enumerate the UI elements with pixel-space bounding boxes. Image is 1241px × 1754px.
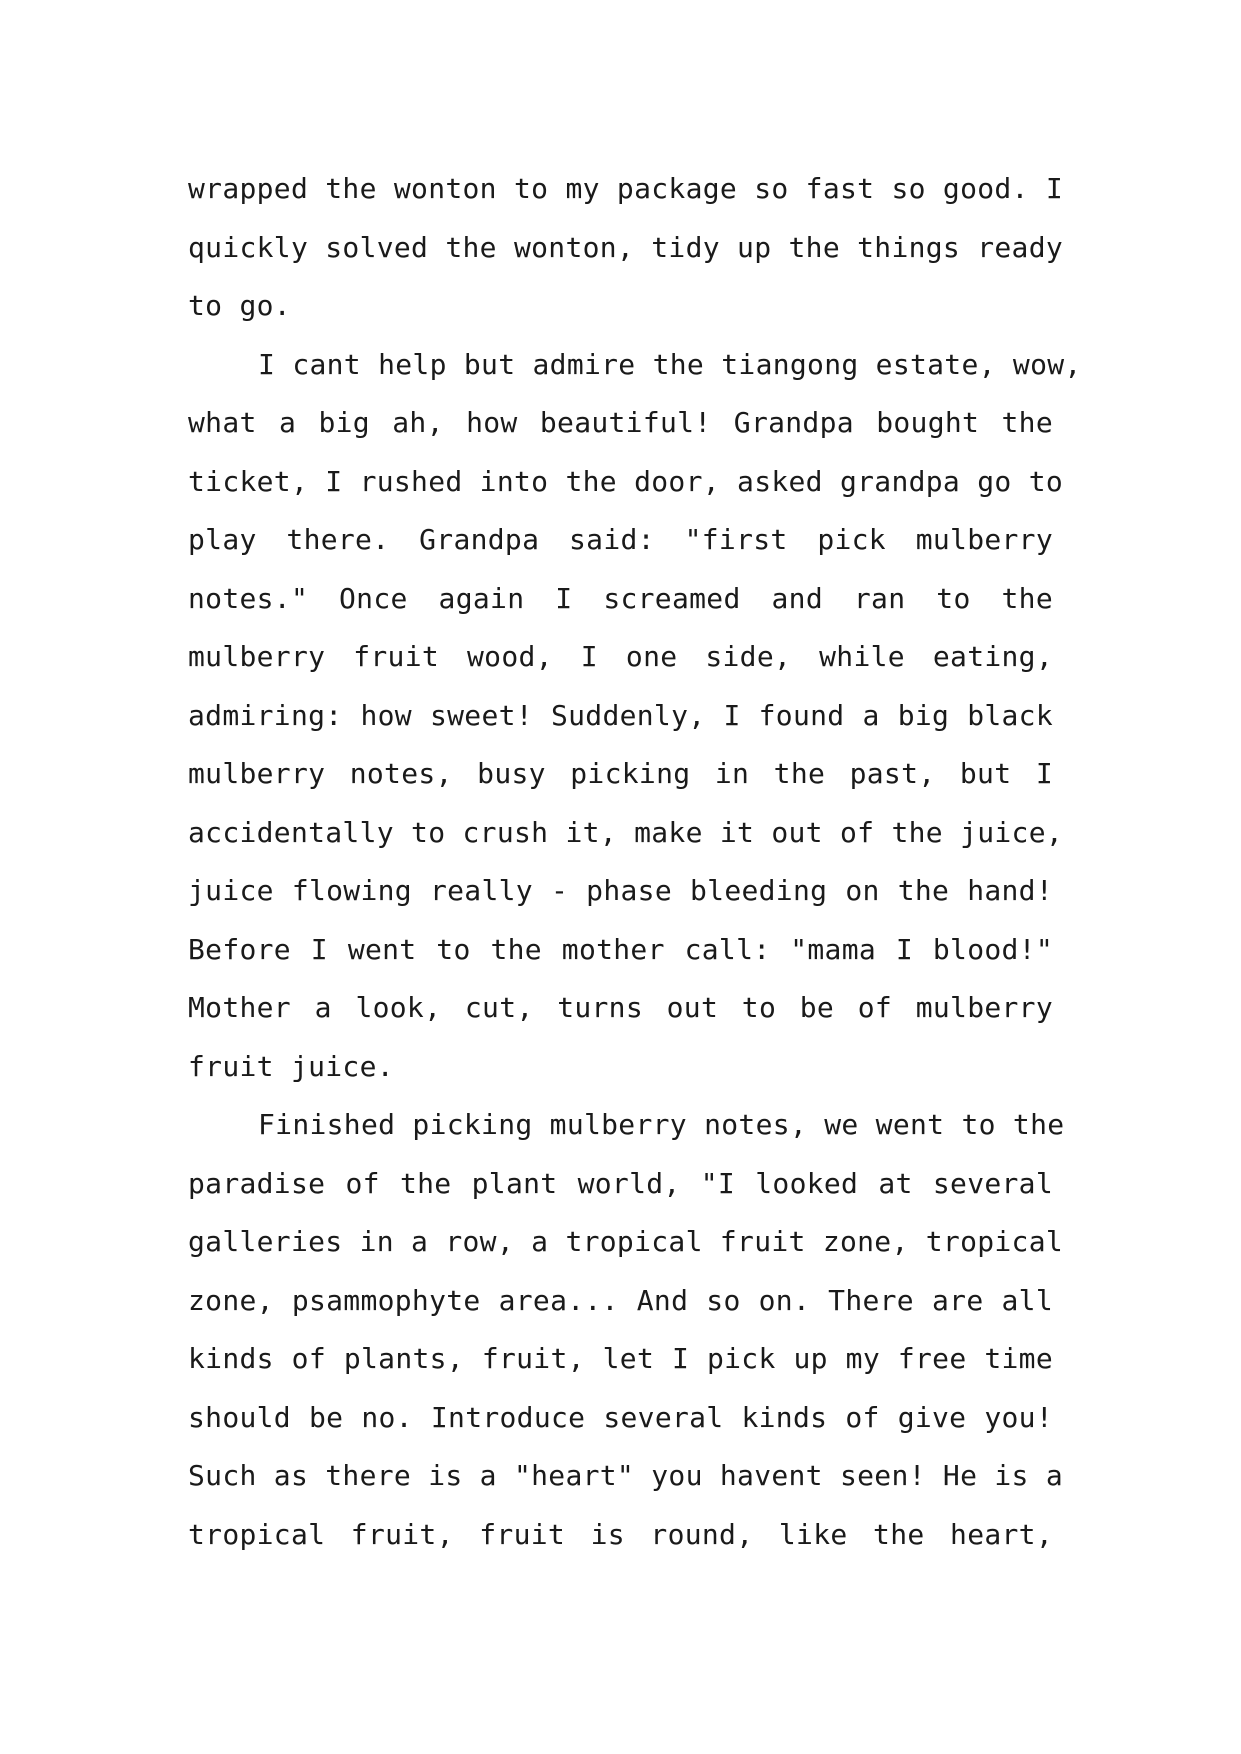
text-line: ticket, I rushed into the door, asked grandpa go to [188, 464, 1064, 498]
text-line: Such as there is a "heart" you havent seen! He is a [188, 1459, 1064, 1492]
text-line: should be no. Introduce several kinds of give you! [188, 1400, 1053, 1434]
text-line: quickly solved the wonton, tidy up the things ready [188, 230, 1064, 264]
text-line: Mother a look, cut, turns out to be of mulberry [188, 991, 1053, 1024]
text-line: kinds of plants, fruit, let I pick up my free time [188, 1342, 1053, 1375]
text-line: juice flowing really - phase bleeding on the hand! [188, 874, 1053, 907]
text-line: wrapped the wonton to my package so fast so good. I [188, 172, 1064, 205]
text-line: notes." Once again I screamed and ran to the [188, 581, 1053, 615]
text-line: accidentally to crush it, make it out of the juice, [188, 815, 1064, 849]
text-line: to go. [188, 289, 291, 322]
text-line: mulberry fruit wood, I one side, while eating, [188, 640, 1053, 673]
text-line: zone, psammophyte area... And so on. There are all [188, 1283, 1053, 1317]
text-line: paradise of the plant world, "I looked at several [188, 1166, 1053, 1200]
text-line: mulberry notes, busy picking in the past, but I [188, 757, 1053, 790]
text-line: Finished picking mulberry notes, we went to the [258, 1108, 1065, 1141]
text-line: galleries in a row, a tropical fruit zone, tropical [188, 1225, 1064, 1258]
text-line: play there. Grandpa said: "first pick mulberry [188, 523, 1053, 556]
text-line: Before I went to the mother call: "mama I blood!" [188, 932, 1053, 966]
text-line: admiring: how sweet! Suddenly, I found a big black [188, 698, 1053, 732]
text-line: what a big ah, how beautiful! Grandpa bought the [188, 406, 1053, 439]
text-line: I cant help but admire the tiangong estate, wow, [258, 347, 1082, 381]
text-line: fruit juice. [188, 1049, 394, 1083]
text-line: tropical fruit, fruit is round, like the heart, [188, 1517, 1053, 1551]
body-text [188, 160, 1082, 1564]
